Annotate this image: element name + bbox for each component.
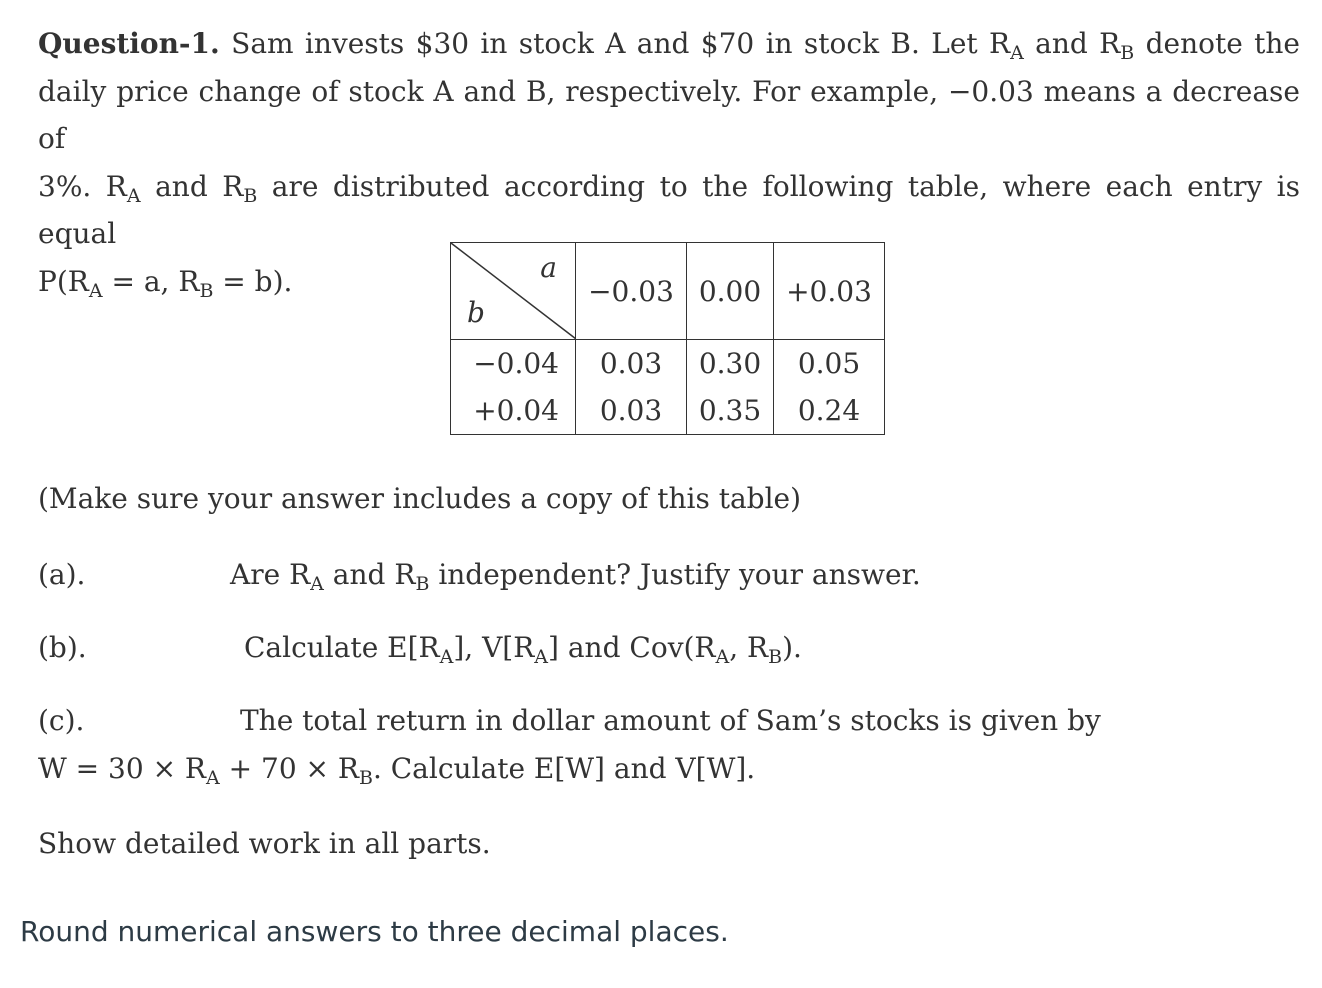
corner-label-b: b [467,296,485,329]
part-c-formula: $W = 30 \times R_A + 70 \times R_B$. Calculate E[W] and V[W]. [38,752,756,789]
question-line-4: $P(R_A = a$, $R_B = b$). [38,264,293,302]
part-b-text: Calculate $E[R_A]$, $V[R_A]$ and $Cov(R_A$, $R_B$). [244,631,802,668]
probability-table [450,242,885,435]
part-c-text: The total return in dollar amount of Sam’s stocks is given by [240,704,1101,737]
table-row [451,340,885,388]
row-header: −0.04 [451,340,576,388]
table-note: (Make sure your answer includes a copy of this table) [38,482,802,515]
table-cell: 0.30 [687,340,774,388]
table-corner-cell [451,243,576,340]
part-c-label: (c). [38,704,85,737]
corner-label-a: a [540,251,557,284]
row-header: +0.04 [451,387,576,435]
question-line-2: daily price change of stock A and B, respectively. For example, −0.03 means a decrease of [38,74,1300,155]
table-cell: 0.03 [576,387,687,435]
table-cell: 0.03 [576,340,687,388]
rounding-instruction: Round numerical answers to three decimal places. [20,915,729,948]
question-label: Question-1. [38,27,220,60]
table-cell: 0.24 [774,387,885,435]
col-header: −0.03 [576,243,687,340]
part-b-label: (b). [38,631,87,664]
table-cell: 0.35 [687,387,774,435]
table-cell: 0.05 [774,340,885,388]
show-work-instruction: Show detailed work in all parts. [38,827,491,860]
part-a-text: Are $R_A$ and $R_B$ independent? Justify your answer. [230,558,921,595]
table-header-row [451,243,885,340]
col-header: +0.03 [774,243,885,340]
col-header: 0.00 [687,243,774,340]
question-line-3: 3%. $R_A$ and $R_B$ are distributed according to the following table, where each entry is equal [38,169,1300,250]
table-row [451,387,885,435]
question-line-1: Question-1. Sam invests $30 in stock A and $70 in stock B. Let $R_A$ and $R_B$ denote the [38,27,1300,64]
part-a-label: (a). [38,558,86,591]
